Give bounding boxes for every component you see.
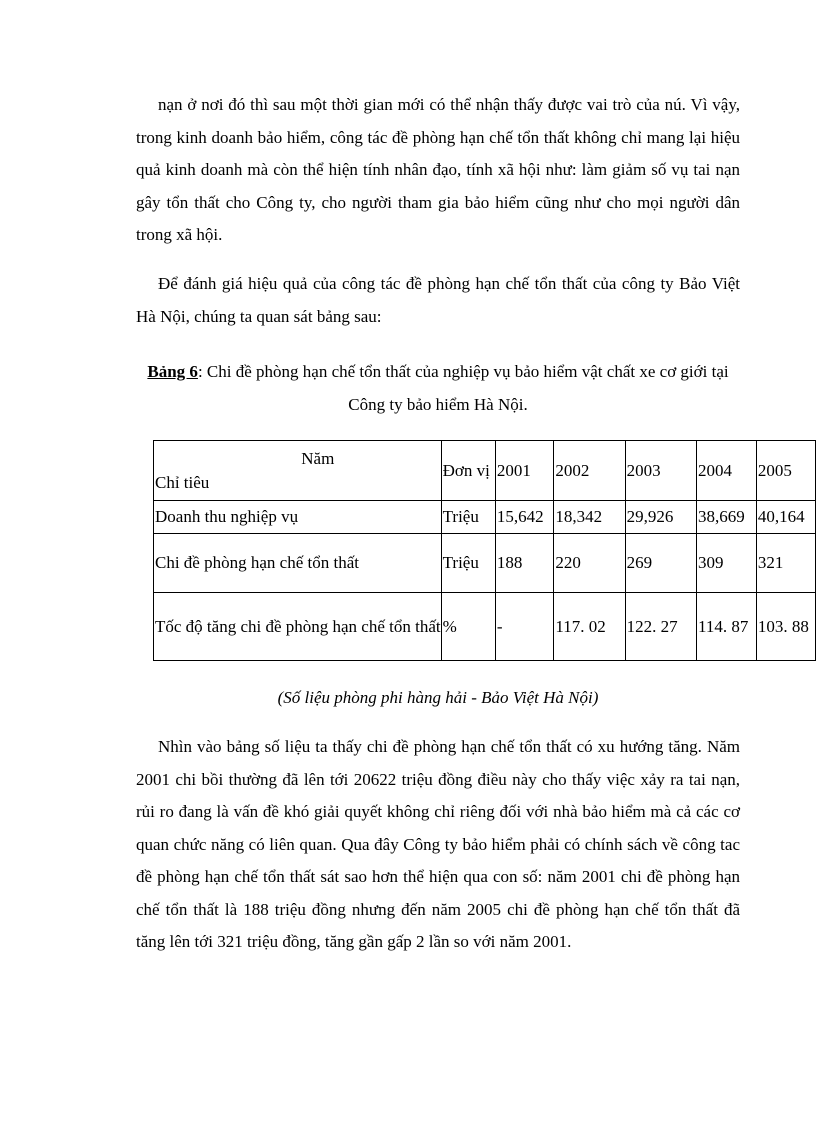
table-cell: 269 — [625, 534, 696, 593]
year-header: 2002 — [554, 441, 625, 501]
table-source: (Số liệu phòng phi hàng hải - Bảo Việt Hà Nội) — [277, 688, 599, 707]
year-header: 2003 — [625, 441, 696, 501]
table-cell: 188 — [495, 534, 554, 593]
caption-text: : Chi đề phòng hạn chế tổn thất của nghiệp vụ bảo hiểm vật chất xe cơ giới tại Công ty bảo hiểm Hà Nội. — [197, 362, 729, 414]
table-cell: 114. 87 — [696, 593, 756, 661]
table-cell: 117. 02 — [554, 593, 625, 661]
table-cell: 220 — [554, 534, 625, 593]
row-unit: % — [441, 593, 495, 661]
table-cell: 122. 27 — [625, 593, 696, 661]
row-unit: Triệu — [441, 501, 495, 534]
row-label: Chi đề phòng hạn chế tổn thất — [154, 534, 442, 593]
table-cell: 18,342 — [554, 501, 625, 534]
year-header: 2001 — [495, 441, 554, 501]
corner-cell — [154, 441, 442, 501]
corner-indicator-label: Chỉ tiêu — [155, 472, 210, 492]
table-cell: 103. 88 — [756, 593, 815, 661]
year-header: 2004 — [696, 441, 756, 501]
table-row — [154, 593, 816, 661]
paragraph-top: nạn ở nơi đó thì sau một thời gian mới có thể nhận thấy được vai trò của nú. Vì vậy, trong kinh doanh bảo hiểm, công tác đề phòng hạn chế tổn thất không chỉ mang lại hiệu quả kinh doanh mà còn thể hiện tính nhân đạo, tính xã hội như: làm giảm số vụ tai nạn gây tổn thất cho Công ty, cho người tham gia bảo hiểm cũng như cho mọi người dân trong xã hội. — [136, 95, 740, 244]
table-row — [154, 534, 816, 593]
table-cell: 309 — [696, 534, 756, 593]
table-header-row — [154, 441, 816, 501]
paragraph-intro: Để đánh giá hiệu quả của công tác đề phòng hạn chế tổn thất của công ty Bảo Việt Hà Nội, chúng ta quan sát bảng sau: — [136, 274, 740, 326]
year-header: 2005 — [756, 441, 815, 501]
table-cell: - — [495, 593, 554, 661]
caption-label: Bảng 6 — [147, 362, 198, 381]
table-cell: 15,642 — [495, 501, 554, 534]
table-caption — [136, 355, 740, 421]
row-label: Tốc độ tăng chi đề phòng hạn chế tổn thất — [154, 593, 442, 661]
table-cell: 29,926 — [625, 501, 696, 534]
table-cell: 40,164 — [756, 501, 815, 534]
table-cell: 38,669 — [696, 501, 756, 534]
paragraph-analysis: Nhìn vào bảng số liệu ta thấy chi đề phòng hạn chế tổn thất có xu hướng tăng. Năm 2001 chi bồi thường đã lên tới 20622 triệu đồng điều này cho thấy việc xảy ra tai nạn, rủi ro đang là vấn đề khó giải quyết không chỉ riêng đối với nhà bảo hiểm mà cả các cơ quan chức năng có liên quan. Qua đây Công ty bảo hiểm phải có chính sách về công tac đề phòng hạn chế tổn thất sát sao hơn thể hiện qua con số: năm 2001 chi đề phòng hạn chế tổn thất là 188 triệu đồng nhưng đến năm 2005 chi đề phòng hạn chế tổn thất đã tăng lên tới 321 triệu đồng, tăng gần gấp 2 lần so với năm 2001. — [136, 737, 740, 951]
unit-header: Đơn vị — [441, 441, 495, 501]
table-cell: 321 — [756, 534, 815, 593]
table-row — [154, 501, 816, 534]
data-table — [153, 440, 816, 661]
row-label: Doanh thu nghiệp vụ — [154, 501, 442, 534]
corner-year-label: Năm — [301, 448, 335, 468]
row-unit: Triệu — [441, 534, 495, 593]
